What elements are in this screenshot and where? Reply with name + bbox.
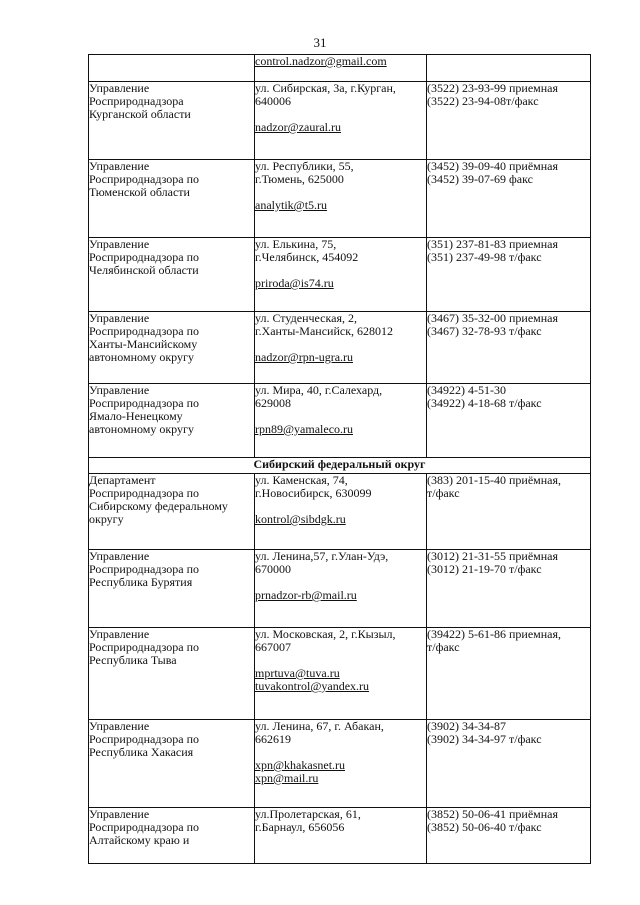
phone-line: (3522) 23-94-08т/факс (427, 94, 539, 108)
address-line: г.Тюмень, 625000 (255, 172, 344, 186)
email-link[interactable]: analytik@t5.ru (255, 198, 328, 212)
phone-cell (427, 474, 591, 550)
org-name-line: автономному округу (89, 422, 194, 436)
phone-cell (427, 628, 591, 720)
table-row (89, 720, 591, 808)
org-cell (89, 160, 255, 238)
page-number: 31 (313, 35, 327, 50)
address-line: ул. Ленина,57, г.Улан-Удэ, (255, 549, 389, 563)
address-line: ул. Каменская, 74, (255, 473, 348, 487)
org-cell (89, 82, 255, 160)
email-link[interactable]: nadzor@zaural.ru (255, 120, 342, 134)
org-name-line: Республика Хакасия (89, 745, 194, 759)
org-name-line: Республика Тыва (89, 653, 177, 667)
org-name-line: Курганской области (89, 107, 191, 121)
table-row (89, 238, 591, 312)
address-line: ул.Пролетарская, 61, (255, 807, 361, 821)
phone-line: (39422) 5-61-86 приемная, (427, 627, 562, 641)
org-cell (89, 238, 255, 312)
phone-cell (427, 720, 591, 808)
org-name-line: Управление (89, 549, 150, 563)
address-line: 667007 (255, 640, 291, 654)
phone-line: (3012) 21-19-70 т/факс (427, 562, 542, 576)
email-link[interactable]: control.nadzor@gmail.com (255, 54, 387, 68)
address-cell (255, 808, 427, 864)
table-row (89, 474, 591, 550)
org-name-line: Управление (89, 627, 150, 641)
org-name-line: Департамент (89, 473, 156, 487)
org-name-line: Росприроднадзора по (89, 732, 200, 746)
org-name-line: Росприроднадзора по (89, 396, 200, 410)
address-cell (255, 160, 427, 238)
phone-cell (427, 384, 591, 458)
address-line: ул. Ленина, 67, г. Абакан, (255, 719, 384, 733)
org-name-line: Челябинской области (89, 263, 199, 277)
address-line: г.Челябинск, 454092 (255, 250, 359, 264)
org-name-line: Управление (89, 237, 150, 251)
address-cell (255, 55, 427, 82)
org-name-line: Росприроднадзора по (89, 486, 200, 500)
phone-line: (3852) 50-06-40 т/факс (427, 820, 542, 834)
email-link[interactable]: tuvakontrol@yandex.ru (255, 679, 370, 693)
table-row (89, 628, 591, 720)
phone-cell (427, 808, 591, 864)
email-link[interactable]: kontrol@sibdgk.ru (255, 512, 346, 526)
phone-line: (34922) 4-18-68 т/факс (427, 396, 542, 410)
org-name-line: Управление (89, 383, 150, 397)
email-link[interactable]: rpn89@yamaleco.ru (255, 422, 354, 436)
org-cell (89, 384, 255, 458)
email-link[interactable]: priroda@is74.ru (255, 276, 334, 290)
table-row (89, 808, 591, 864)
email-link[interactable]: prnadzor-rb@mail.ru (255, 588, 357, 602)
address-line: г.Барнаул, 656056 (255, 820, 345, 834)
table-row (89, 160, 591, 238)
org-name-line: Росприроднадзора по (89, 820, 200, 834)
org-name-line: автономному округу (89, 350, 194, 364)
address-cell (255, 312, 427, 384)
org-cell (89, 312, 255, 384)
phone-line: (351) 237-81-83 приемная (427, 237, 559, 251)
org-name-line: Росприроднадзора по (89, 172, 200, 186)
phone-line: (3852) 50-06-41 приёмная (427, 807, 559, 821)
address-cell (255, 720, 427, 808)
org-name-line: Росприроднадзора по (89, 640, 200, 654)
phone-line: (3467) 35-32-00 приемная (427, 311, 559, 325)
address-line: г.Ханты-Мансийск, 628012 (255, 324, 394, 338)
table-row (89, 384, 591, 458)
phone-cell (427, 82, 591, 160)
org-name-line: округу (89, 512, 124, 526)
table-row (89, 82, 591, 160)
org-name-line: Управление (89, 81, 150, 95)
address-line: ул. Московская, 2, г.Кызыл, (255, 627, 396, 641)
address-cell (255, 238, 427, 312)
org-name-line: Управление (89, 719, 150, 733)
phone-line: т/факс (427, 486, 460, 500)
org-name-line: Управление (89, 159, 150, 173)
address-line: ул. Елькина, 75, (255, 237, 337, 251)
org-name-line: Управление (89, 807, 150, 821)
phone-cell (427, 550, 591, 628)
org-name-line: Республика Бурятия (89, 575, 193, 589)
address-cell (255, 550, 427, 628)
address-cell (255, 628, 427, 720)
address-cell (255, 82, 427, 160)
email-link[interactable]: xpn@khakasnet.ru (255, 758, 346, 772)
address-line: 670000 (255, 562, 291, 576)
phone-cell (427, 312, 591, 384)
address-line: ул. Республики, 55, (255, 159, 354, 173)
org-cell (89, 628, 255, 720)
address-line: г.Новосибирск, 630099 (255, 486, 372, 500)
contacts-table (88, 54, 591, 864)
phone-line: (383) 201-15-40 приёмная, (427, 473, 562, 487)
phone-line: (3522) 23-93-99 приемная (427, 81, 559, 95)
org-name-line: Ямало-Ненецкому (89, 409, 183, 423)
address-line: 640006 (255, 94, 291, 108)
org-cell (89, 55, 255, 82)
org-name-line: Сибирскому федеральному (89, 499, 228, 513)
phone-cell (427, 160, 591, 238)
org-name-line: Росприроднадзора по (89, 250, 200, 264)
org-name-line: Ханты-Мансийскому (89, 337, 198, 351)
phone-line: (34922) 4-51-30 (427, 383, 506, 397)
phone-line: (3012) 21-31-55 приёмная (427, 549, 559, 563)
address-line: 629008 (255, 396, 291, 410)
phone-line: (3467) 32-78-93 т/факс (427, 324, 542, 338)
org-name-line: Управление (89, 311, 150, 325)
org-name-line: Росприроднадзора (89, 94, 184, 108)
email-link[interactable]: xpn@mail.ru (255, 771, 319, 785)
address-cell (255, 384, 427, 458)
address-line: ул. Мира, 40, г.Салехард, (255, 383, 383, 397)
table-row (89, 55, 591, 82)
org-cell (89, 720, 255, 808)
phone-line: (3902) 34-34-87 (427, 719, 506, 733)
phone-line: (3452) 39-07-69 факс (427, 172, 533, 186)
phone-line: (3452) 39-09-40 приёмная (427, 159, 559, 173)
phone-line: (351) 237-49-98 т/факс (427, 250, 542, 264)
org-cell (89, 808, 255, 864)
table-row (89, 550, 591, 628)
org-name-line: Росприроднадзора по (89, 562, 200, 576)
section-title: Сибирский федеральный округ (89, 458, 591, 474)
org-cell (89, 474, 255, 550)
address-line: ул. Студенческая, 2, (255, 311, 357, 325)
section-header-row (89, 458, 591, 474)
phone-cell (427, 238, 591, 312)
address-line: ул. Сибирская, 3а, г.Курган, (255, 81, 396, 95)
org-name-line: Росприроднадзора по (89, 324, 200, 338)
org-cell (89, 550, 255, 628)
phone-cell (427, 55, 591, 82)
phone-line: (3902) 34-34-97 т/факс (427, 732, 542, 746)
email-link[interactable]: nadzor@rpn-ugra.ru (255, 350, 354, 364)
address-line: 662619 (255, 732, 291, 746)
org-name-line: Алтайскому краю и (89, 833, 190, 847)
org-name-line: Тюменской области (89, 185, 190, 199)
phone-line: т/факс (427, 640, 460, 654)
address-cell (255, 474, 427, 550)
table-row (89, 312, 591, 384)
email-link[interactable]: mprtuva@tuva.ru (255, 666, 340, 680)
